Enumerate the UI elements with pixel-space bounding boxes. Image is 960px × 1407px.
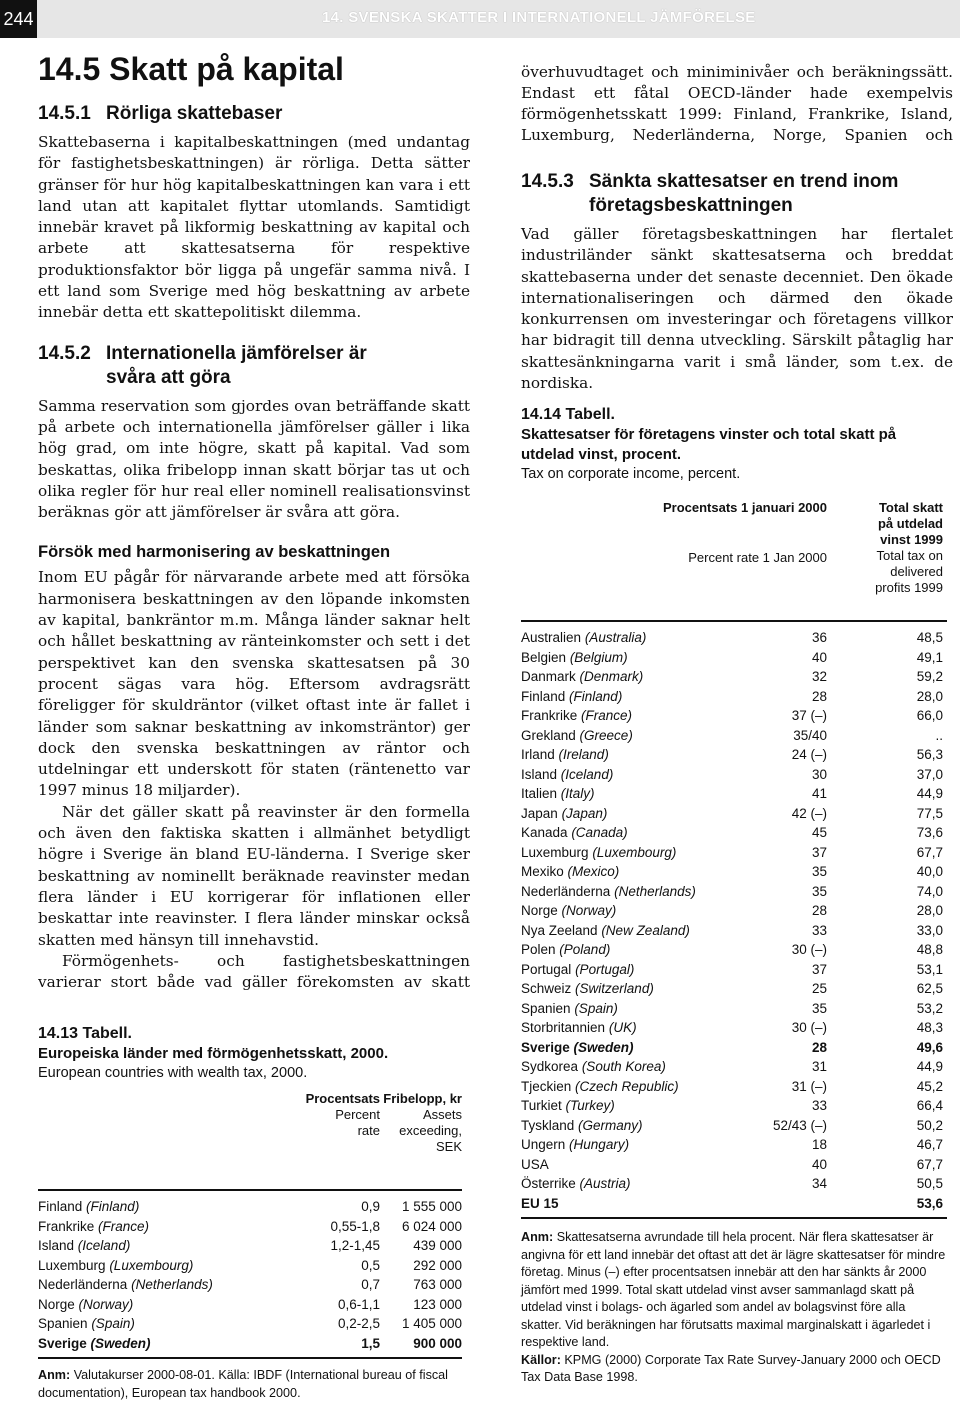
country-en: (Norway): [78, 1296, 134, 1312]
value-cell-1: 35/40: [793, 727, 827, 743]
country-cell: [521, 921, 690, 941]
value-cell-2: 66,0: [916, 708, 943, 723]
value-cell-2: 74,0: [916, 883, 943, 899]
country-cell: [38, 1314, 135, 1334]
country-en: (Spain): [574, 1000, 618, 1016]
value-cell-2: 900 000: [413, 1335, 462, 1351]
table-row: [521, 1135, 947, 1155]
table-row: [521, 1057, 947, 1077]
value-cell-1: 35: [811, 883, 827, 899]
subsection-1-heading: [38, 102, 470, 126]
country-en: (Switzerland): [575, 981, 654, 996]
table-row: [521, 1038, 947, 1058]
country-cell: [38, 1334, 151, 1354]
country-cell: [521, 1057, 666, 1077]
country-en: (Greece): [579, 727, 633, 743]
country-sv: Island: [521, 766, 558, 782]
table-row: [521, 960, 947, 980]
table-row: [521, 1194, 947, 1214]
subsection-3-text: Vad gäller företagsbeskattningen har flertalet industriländer sänkt skattesatserna och breddat skattebaserna under det senaste decenniet. Den ökade internationaliseringen och därmed den ökade konkurrensen om investeringar och företagens villkor har bidragit till denna utveckling. Särskilt påtaglig har skattesänkningarna varit i små länder, som t.ex. de nordiska.: [521, 225, 953, 393]
country-sv: Belgien: [521, 649, 567, 665]
country-en: (Austria): [579, 1176, 631, 1191]
value-cell-1: 0,6-1,1: [337, 1296, 380, 1312]
country-sv: Frankrike: [38, 1218, 95, 1234]
country-sv: Sydkorea: [521, 1059, 579, 1074]
subsection-2-number: 14.5.2: [38, 342, 91, 364]
table-14-14-note-text: Skattesatserna avrundade till hela procent. När flera skattesatser är angivna för ett land innebär det oftast att det är lägre skattesatser för mindre företag. Minus (–) efter procentsatsen innebär att den har sänkts år 2000 jämfört med 1999. Total skatt utdelad vinst avser sammanlagd skatt på utdelad vinst i bolags- och ägarled som andel av bolagsvinst före alla skatter. Vid beräkningen har förutsatts maximal marginalskatt i ägarledet i respektive land.: [521, 1230, 946, 1349]
country-en: (Poland): [559, 942, 611, 957]
value-cell-2: 40,0: [916, 864, 943, 879]
country-sv: Tyskland: [521, 1117, 575, 1133]
value-cell-2: 44,9: [916, 786, 943, 801]
table-14-13-note: [38, 1367, 462, 1402]
subsection-3-title-line2: företagsbeskattningen: [589, 195, 793, 216]
country-cell: [521, 1174, 631, 1194]
country-en: (Japan): [561, 805, 608, 821]
harmonisation-heading: Försök med harmonisering av beskattningen: [38, 543, 391, 562]
country-cell: [521, 804, 607, 824]
value-cell-2: 49,6: [916, 1039, 943, 1055]
country-sv: Finland: [38, 1199, 83, 1214]
country-cell: [521, 667, 643, 687]
country-sv: Italien: [521, 786, 558, 801]
country-sv: Österrike: [521, 1176, 576, 1191]
value-cell-1: 35: [811, 1000, 827, 1016]
country-cell: [38, 1217, 149, 1237]
table-14-13-note-label: Anm:: [38, 1368, 71, 1382]
col-amount-header-en-2: exceeding,: [399, 1123, 462, 1138]
harmonisation-paragraph-2: När det gäller skatt på reavinster är den formella och även den faktiska skatten i allmänhet betydligt högre i Sverige än bland EU-länderna. I Sverige sker beskattning av nominellt beräknade reavinster medan flera länder i EU korrigerar för inflationen eller beskattar inte reavinster. I flera länder minskar också skatten med hänsyn till innehavstid.: [38, 802, 470, 949]
country-sv: Nederländerna: [521, 883, 611, 899]
table-14-14-source-label: Källor:: [521, 1352, 561, 1367]
subsection-2-title-line1: Internationella jämförelser är: [106, 342, 367, 364]
value-cell-2: 49,1: [916, 649, 943, 665]
country-cell: [521, 1155, 549, 1175]
country-cell: [521, 706, 632, 726]
value-cell-1: 34: [811, 1176, 827, 1191]
col-total-header-en-2: delivered: [890, 564, 943, 579]
country-sv: Turkiet: [521, 1098, 562, 1113]
col-rate-header-en: Percent rate 1 Jan 2000: [688, 550, 827, 565]
subsection-1-title: Rörliga skattebaser: [106, 103, 283, 124]
value-cell-1: 28: [811, 688, 827, 704]
country-sv: Tjeckien: [521, 1078, 572, 1094]
value-cell-2: 62,5: [916, 981, 943, 996]
subsection-2-heading: [38, 342, 470, 390]
table-row: [521, 999, 947, 1019]
value-cell-1: 40: [811, 1156, 827, 1172]
country-en: (Denmark): [579, 669, 644, 684]
value-cell-2: 48,8: [916, 942, 943, 957]
country-cell: [521, 784, 595, 804]
country-cell: [521, 823, 628, 843]
value-cell-2: 73,6: [916, 825, 943, 840]
value-cell-1: 30 (–): [791, 942, 827, 957]
value-cell-1: 37: [811, 961, 827, 977]
value-cell-1: 31: [811, 1059, 827, 1074]
country-en: (UK): [608, 1020, 637, 1035]
subsection-2-text: Samma reservation som gjordes ovan beträffande skatt på arbete och internationella jämförelser gäller i lika hög grad, om inte högre, skatt på kapital. Vad som beskattas, olika fribelopp innan skatt börjar tas ut och olika regler för hur real eller nominell realisationsvinst beräknas gör att jämförelser är svåra att göra.: [38, 396, 470, 522]
table-row: [521, 1155, 947, 1175]
harmonisation-paragraph-3-continued: [521, 62, 953, 148]
country-cell: [521, 687, 622, 707]
table-row: [521, 1116, 947, 1136]
value-cell-2: 37,0: [916, 766, 943, 782]
country-en: (Hungary): [569, 1137, 630, 1152]
value-cell-1: 28: [811, 903, 827, 918]
value-cell-2: 28,0: [916, 903, 943, 918]
country-sv: Nederländerna: [38, 1277, 128, 1292]
country-en: (Mexico): [567, 864, 620, 879]
value-cell-1: 28: [811, 1039, 827, 1055]
value-cell-2: 763 000: [413, 1277, 462, 1292]
table-row: [38, 1236, 462, 1256]
value-cell-1: 45: [811, 825, 827, 840]
table-14-14-header: [521, 500, 947, 620]
value-cell-2: 28,0: [916, 688, 943, 704]
country-en: (Sweden): [90, 1335, 151, 1351]
value-cell-1: 1,5: [361, 1335, 380, 1351]
table-row: [38, 1334, 462, 1354]
country-en: (Belgium): [569, 649, 628, 665]
country-sv: Kanada: [521, 825, 568, 840]
country-sv: Frankrike: [521, 708, 578, 723]
country-cell: [521, 1077, 679, 1097]
table-row: [521, 706, 947, 726]
value-cell-2: 48,3: [916, 1020, 943, 1035]
table-row: [521, 687, 947, 707]
col-total-header-en-1: Total tax on: [876, 548, 943, 563]
table-row: [521, 765, 947, 785]
value-cell-1: 0,5: [361, 1257, 380, 1273]
value-cell-2: 48,5: [916, 630, 943, 645]
table-row: [38, 1314, 462, 1334]
value-cell-2: 1 405 000: [401, 1316, 462, 1331]
country-en: (Portugal): [575, 961, 635, 977]
value-cell-2: 77,5: [916, 805, 943, 821]
table-14-13-note-text: Valutakurser 2000-08-01. Källa: IBDF (International bureau of fiscal documentation), European tax handbook 2000.: [38, 1368, 448, 1400]
value-cell-2: ..: [935, 727, 943, 743]
col-rate-header-en-2: rate: [357, 1123, 380, 1138]
country-cell: [521, 960, 634, 980]
country-cell: [521, 1018, 637, 1038]
value-cell-1: 37: [811, 844, 827, 860]
country-sv: Japan: [521, 805, 558, 821]
table-row: [38, 1295, 462, 1315]
country-en: (Luxembourg): [109, 1257, 194, 1273]
country-cell: [38, 1295, 133, 1315]
country-en: (New Zealand): [601, 922, 690, 938]
col-rate-header-sv: Procentsats: [305, 1091, 380, 1106]
value-cell-2: 50,5: [916, 1176, 943, 1191]
country-sv: Australien: [521, 630, 582, 645]
table-row: [521, 745, 947, 765]
country-cell: [38, 1197, 139, 1217]
country-sv: Norge: [521, 903, 558, 918]
table-row: [521, 1018, 947, 1038]
table-14-13-caption-sv: Europeiska länder med förmögenhetsskatt, 2000.: [38, 1045, 389, 1062]
country-cell: [521, 940, 610, 960]
subsection-3-number: 14.5.3: [521, 171, 574, 192]
country-sv: Spanien: [521, 1000, 571, 1016]
value-cell-2: 1 555 000: [401, 1199, 462, 1214]
country-sv: Portugal: [521, 961, 572, 977]
value-cell-1: 52/43 (–): [772, 1117, 827, 1133]
subsection-3-heading: [521, 170, 953, 218]
country-sv: Grekland: [521, 727, 576, 743]
table-row: [38, 1217, 462, 1237]
table-14-13-caption-en: European countries with wealth tax, 2000.: [38, 1065, 308, 1081]
value-cell-1: 1,2-1,45: [330, 1238, 380, 1253]
country-cell: [521, 765, 613, 785]
table-14-14-caption-en: Tax on corporate income, percent.: [521, 466, 741, 482]
value-cell-1: 25: [811, 981, 827, 996]
country-en: (France): [98, 1218, 150, 1234]
country-cell: [521, 648, 628, 668]
country-en: (Iceland): [77, 1238, 131, 1253]
country-en: (Iceland): [560, 766, 614, 782]
right-column: [521, 62, 953, 394]
value-cell-1: 18: [811, 1137, 827, 1152]
col-rate-header-sv: Procentsats 1 januari 2000: [662, 500, 827, 515]
table-14-14-number: 14.14 Tabell.: [521, 406, 615, 423]
country-en: (South Korea): [581, 1059, 666, 1074]
table-14-13-rule-bottom: [38, 1357, 462, 1359]
table-row: [521, 823, 947, 843]
table-row: [38, 1197, 462, 1217]
country-sv: Finland: [521, 688, 566, 704]
table-row: [521, 1096, 947, 1116]
value-cell-1: 30: [811, 766, 827, 782]
value-cell-1: 33: [811, 922, 827, 938]
table-row: [521, 1077, 947, 1097]
country-cell: [521, 1096, 615, 1116]
country-en: (Luxembourg): [592, 844, 677, 860]
country-cell: [521, 726, 633, 746]
country-sv: Irland: [521, 747, 555, 762]
col-total-header-sv-3: vinst 1999: [880, 532, 943, 547]
value-cell-2: 53,2: [916, 1000, 943, 1016]
country-en: (Finland): [86, 1199, 140, 1214]
harmonisation-paragraph-3: Förmögenhets- och fastighetsbeskattningen varierar stort både vad gäller förekomsten av skatt: [38, 951, 470, 992]
country-en: (Canada): [571, 825, 628, 840]
country-sv: Schweiz: [521, 981, 572, 996]
table-14-14-source-text: KPMG (2000) Corporate Tax Rate Survey-January 2000 och OECD Tax Data Base 1998.: [521, 1352, 941, 1384]
table-row: [521, 979, 947, 999]
country-sv: Norge: [38, 1296, 75, 1312]
value-cell-1: 37 (–): [791, 708, 827, 723]
value-cell-1: 0,55-1,8: [330, 1218, 380, 1234]
table-14-13-number: 14.13 Tabell.: [38, 1025, 132, 1042]
value-cell-1: 42 (–): [791, 805, 827, 821]
country-sv: Polen: [521, 942, 556, 957]
table-14-14-body: [521, 622, 947, 1213]
table-row: [38, 1256, 462, 1276]
table-row: [521, 901, 947, 921]
country-en: (Turkey): [565, 1098, 615, 1113]
country-sv: EU 15: [521, 1195, 559, 1211]
country-cell: [521, 1194, 559, 1214]
value-cell-2: 59,2: [916, 669, 943, 684]
country-cell: [521, 745, 609, 765]
subsection-3-title-line1: Sänkta skattesatser en trend inom: [589, 171, 899, 192]
country-cell: [521, 1135, 629, 1155]
value-cell-2: 292 000: [413, 1257, 462, 1273]
country-en: (Netherlands): [131, 1277, 213, 1292]
value-cell-1: 30 (–): [791, 1020, 827, 1035]
col-total-header-sv-2: på utdelad: [877, 516, 943, 531]
value-cell-2: 67,7: [916, 1156, 943, 1172]
col-amount-header-sv: Fribelopp, kr: [383, 1091, 462, 1106]
country-en: (Norway): [561, 903, 617, 918]
value-cell-2: 53,1: [916, 961, 943, 977]
value-cell-2: 56,3: [916, 747, 943, 762]
country-en: (Italy): [560, 786, 595, 801]
table-14-13-body: [38, 1191, 462, 1353]
col-amount-header-en-3: SEK: [435, 1139, 462, 1154]
value-cell-2: 439 000: [413, 1238, 462, 1253]
value-cell-1: 32: [811, 669, 827, 684]
col-total-header-en-3: profits 1999: [875, 580, 943, 595]
table-14-14-rule-bottom: [521, 1217, 947, 1219]
table-row: [521, 1174, 947, 1194]
value-cell-2: 67,7: [916, 844, 943, 860]
paragraph-3-continuation: överhuvudtaget och miniminivåer och beräkningssätt. Endast ett fåtal OECD-länder hade exempelvis förmögenhetsskatt 1999: Finland, Frankrike, Island, Luxemburg, Nederländerna, Norge, Spanien och: [521, 62, 953, 145]
country-cell: [38, 1275, 213, 1295]
value-cell-1: 36: [811, 630, 827, 645]
page-number: 244: [0, 0, 37, 38]
country-en: (Germany): [578, 1117, 643, 1133]
value-cell-1: 24 (–): [791, 747, 827, 762]
country-en: (Netherlands): [614, 883, 696, 899]
country-en: (Australia): [584, 630, 647, 645]
table-row: [521, 882, 947, 902]
value-cell-2: 6 024 000: [401, 1218, 462, 1234]
value-cell-2: 50,2: [916, 1117, 943, 1133]
table-row: [521, 804, 947, 824]
value-cell-1: 0,2-2,5: [337, 1316, 380, 1331]
country-en: (Czech Republic): [575, 1078, 679, 1094]
country-sv: Danmark: [521, 669, 576, 684]
country-en: (Sweden): [573, 1039, 634, 1055]
country-cell: [521, 843, 676, 863]
country-sv: Sverige: [38, 1335, 87, 1351]
section-title: 14.5 Skatt på kapital: [38, 51, 344, 87]
country-sv: Ungern: [521, 1137, 566, 1152]
table-row: [521, 862, 947, 882]
value-cell-1: 0,7: [361, 1277, 380, 1292]
value-cell-2: 45,2: [916, 1078, 943, 1094]
country-sv: Luxemburg: [521, 844, 589, 860]
country-cell: [38, 1236, 130, 1256]
country-cell: [521, 1116, 643, 1136]
table-row: [521, 648, 947, 668]
table-14-14: [521, 405, 947, 1387]
value-cell-1: 33: [811, 1098, 827, 1113]
left-column: [38, 44, 470, 994]
country-cell: [521, 862, 619, 882]
country-en: (Ireland): [558, 747, 609, 762]
col-amount-header-en-1: Assets: [422, 1107, 462, 1122]
country-sv: Sverige: [521, 1039, 570, 1055]
country-sv: Island: [38, 1238, 75, 1253]
value-cell-2: 53,6: [916, 1195, 943, 1211]
value-cell-2: 46,7: [916, 1137, 943, 1152]
country-sv: Luxemburg: [38, 1257, 106, 1273]
subsection-2-title-line2: svåra att göra: [106, 366, 231, 388]
country-cell: [521, 901, 616, 921]
value-cell-2: 44,9: [916, 1059, 943, 1074]
table-14-14-caption-sv: Skattesatser för företagens vinster och total skatt på utdelad vinst, procent.: [521, 426, 897, 463]
table-row: [521, 843, 947, 863]
value-cell-2: 33,0: [916, 922, 943, 938]
country-cell: [521, 979, 654, 999]
table-row: [521, 726, 947, 746]
col-total-header-sv-1: Total skatt: [878, 500, 943, 515]
country-cell: [521, 882, 696, 902]
country-sv: USA: [521, 1156, 549, 1172]
table-14-13: [38, 1024, 462, 1402]
table-row: [521, 628, 947, 648]
value-cell-1: 41: [811, 786, 827, 801]
table-row: [521, 784, 947, 804]
country-cell: [521, 628, 646, 648]
country-sv: Nya Zeeland: [521, 922, 598, 938]
table-row: [521, 940, 947, 960]
country-en: (France): [581, 708, 633, 723]
value-cell-1: 31 (–): [791, 1078, 827, 1094]
page-header: [0, 0, 960, 38]
table-14-14-note-label: Anm:: [521, 1230, 554, 1244]
value-cell-2: 66,4: [916, 1098, 943, 1113]
table-14-14-note: [521, 1229, 947, 1387]
country-cell: [521, 1038, 634, 1058]
country-en: (Spain): [91, 1316, 135, 1331]
table-row: [521, 667, 947, 687]
country-sv: Mexiko: [521, 864, 564, 879]
value-cell-1: 0,9: [361, 1199, 380, 1214]
col-rate-header-en-1: Percent: [335, 1107, 380, 1122]
country-cell: [521, 999, 618, 1019]
country-sv: Storbritannien: [521, 1020, 606, 1035]
harmonisation-paragraph-1: Inom EU pågår för närvarande arbete med att försöka harmonisera beskattningen av den löpande inkomsten av kapital, bankräntor m.m. Många länder saknar helt och hållet beskattning av ränteinkomster och sett i det perspektivet kan den svenska skattesatsen på 30 procent sägas vara hög. Eftersom avdragsrätt föreligger för skuldräntor (vilket oftast inte är fallet i länder som saknar beskattning av inkomsträntor) ger dock den svenska beskattningen av räntor och utdelningar ett underskott för staten (räntenetto var 1997 minus 18 miljarder).: [38, 568, 470, 800]
table-row: [521, 921, 947, 941]
running-title: 14. SVENSKA SKATTER I INTERNATIONELL JÄMFÖRELSE: [322, 9, 756, 26]
subsection-1-number: 14.5.1: [38, 103, 91, 124]
value-cell-2: 123 000: [413, 1296, 462, 1312]
table-row: [38, 1275, 462, 1295]
value-cell-1: 40: [811, 649, 827, 665]
table-14-13-header: [38, 1091, 462, 1189]
country-cell: [38, 1256, 193, 1276]
subsection-1-text: Skattebaserna i kapitalbeskattningen (med undantag för fastighetsbeskattningen) är rörliga. Detta sätter gränser för hur hög kapitalbeskattningen kan vara i ett land utan att kapitalet flyttar utomlands. Samtidigt innebär kravet på likformig beskattning av kapital och arbete att skattesatserna för respektive produktionsfaktor bör ligga på ungefär samma nivå. I ett land som Sverige med hög beskattning av arbete innebär detta ett skattepolitiskt dilemma.: [38, 133, 470, 322]
value-cell-1: 35: [811, 864, 827, 879]
country-en: (Finland): [569, 688, 623, 704]
country-sv: Spanien: [38, 1316, 88, 1331]
